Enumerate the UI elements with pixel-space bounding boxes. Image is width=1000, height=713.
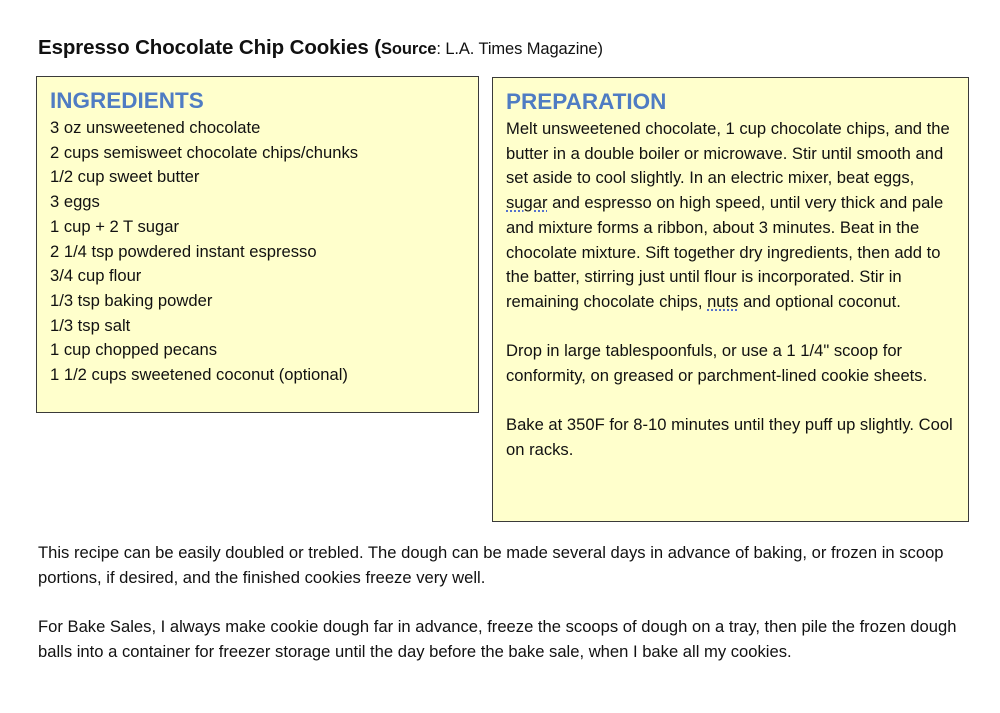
note-doubling: This recipe can be easily doubled or trebled. The dough can be made several days in advance of baking, or frozen in scoop portions, if desired, and the finished cookies freeze very well.: [38, 543, 944, 587]
preparation-step-melt-and-mix: [506, 117, 956, 315]
ingredients-heading: INGREDIENTS: [50, 88, 204, 113]
preparation-text: Melt unsweetened chocolate, 1 cup chocolate chips, and the butter in a double boiler or microwave. Stir until smooth and set aside to cool slightly. In an electric mixer, beat eggs,: [506, 119, 950, 188]
ingredient-item: 1 cup + 2 T sugar: [50, 216, 179, 236]
note-bake-sales: For Bake Sales, I always make cookie dough far in advance, freeze the scoops of dough on a tray, then pile the frozen dough balls into a container for freezer storage until the day before the bake sale, when I bake all my cookies.: [38, 617, 957, 661]
preparation-text: and espresso on high speed, until very thick and pale and mixture forms a ribbon, about 3 minutes. Beat in the chocolate mixture. Sift together dry ingredients, then add to the batter, stirring just until flour is incorporated. Stir in remaining chocolate chips,: [506, 193, 944, 311]
title-open-paren: (: [368, 36, 382, 59]
ingredient-item: 1/3 tsp salt: [50, 315, 131, 335]
ingredient-item: 1/3 tsp baking powder: [50, 290, 213, 310]
spellcheck-word-sugar[interactable]: sugar: [506, 193, 548, 213]
ingredient-item: 2 cups semisweet chocolate chips/chunks: [50, 142, 359, 162]
ingredients-box: [36, 76, 479, 413]
preparation-box: [492, 77, 969, 522]
preparation-step-bake: Bake at 350F for 8-10 minutes until they puff up slightly. Cool on racks.: [506, 415, 953, 460]
ingredient-item: 2 1/4 tsp powdered instant espresso: [50, 241, 317, 261]
recipe-name: Espresso Chocolate Chip Cookies: [38, 36, 369, 59]
ingredient-item: 1 1/2 cups sweetened coconut (optional): [50, 365, 348, 385]
ingredient-item: 3/4 cup flour: [50, 266, 142, 286]
preparation-text: and optional coconut.: [738, 291, 901, 311]
spellcheck-word-nuts[interactable]: nuts: [707, 291, 739, 311]
ingredient-item: 1 cup chopped pecans: [50, 340, 217, 360]
ingredient-item: 3 eggs: [50, 192, 100, 212]
preparation-step-drop: Drop in large tablespoonfuls, or use a 1 1/4" scoop for conformity, on greased or parchment-lined cookie sheets.: [506, 341, 928, 386]
recipe-title: [38, 36, 603, 60]
ingredient-item: 3 oz unsweetened chocolate: [50, 118, 261, 137]
source-label: Source: [381, 40, 437, 58]
ingredient-item: 1/2 cup sweet butter: [50, 167, 200, 187]
preparation-heading: PREPARATION: [506, 89, 667, 114]
ingredients-list: [50, 116, 466, 388]
source-name: : L.A. Times Magazine): [436, 40, 603, 58]
